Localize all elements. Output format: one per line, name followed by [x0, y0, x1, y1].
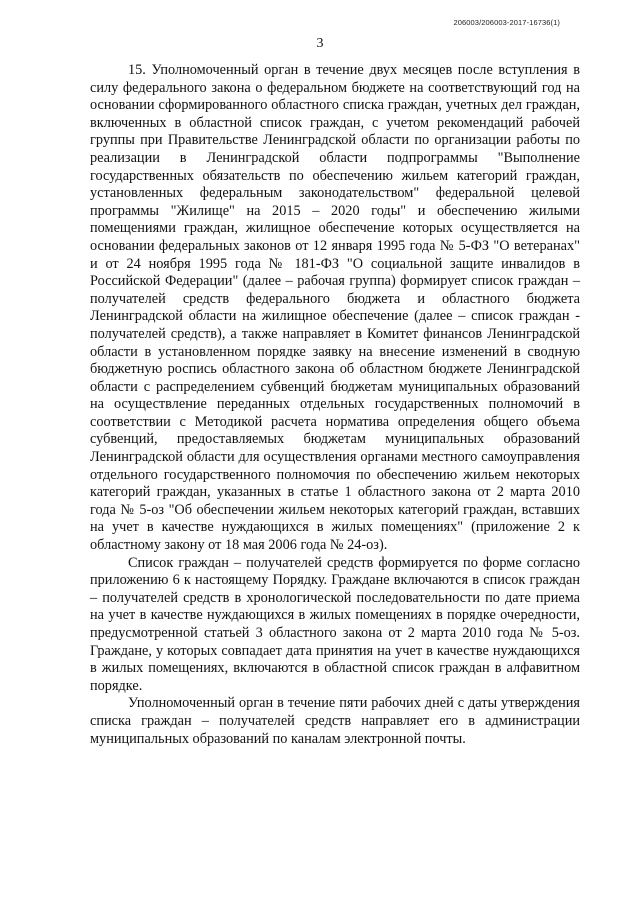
paragraph-15: 15. Уполномоченный орган в течение двух месяцев после вступления в силу федерального закона о федеральном бюджете на соответствующий год на основании сформированного областного списка граждан, учетных дел граждан, включенных в областной список граждан, с учетом рекомендаций рабочей группы при Правительстве Ленинградской области по организации работы по реализации в Ленинградской области подпрограммы "Выполнение государственных обязательств по обеспечению жильем категорий граждан, установленных федеральным законодательством" федеральной целевой программы "Жилище" на 2015 – 2020 годы" и обеспечению жилыми помещениями граждан, жилищное обеспечение которых осуществляется на основании федеральных законов от 12 января 1995 года № 5-ФЗ "О ветеранах" и от 24 ноября 1995 года № 181-ФЗ "О социальной защите инвалидов в Российской Федерации" (далее – рабочая группа) формирует список граждан – получателей средств федерального бюджета и областного бюджета Ленинградской области на жилищное обеспечение (далее – список граждан - получателей средств), а также направляет в Комитет финансов Ленинградской области в установленном порядке заявку на внесение изменений в сводную бюджетную роспись областного закона об областном бюджете Ленинградской области с распределением субвенций бюджетам муниципальных образований на осуществление переданных отдельных государственных полномочий в соответствии с Методикой расчета норматива определения общего объема субвенций, предоставляемых бюджетам муниципальных образований Ленинградской области для осуществления органами местного самоуправления отдельного государственного полномочия по обеспечению жильем некоторых категорий граждан, указанных в статье 1 областного закона от 2 марта 2010 года № 5-оз "Об обеспечении жильем некоторых категорий граждан, вставших на учет в качестве нуждающихся в жилых помещениях" (приложение 2 к областному закону от 18 мая 2006 года № 24-оз). — [90, 62, 580, 554]
document-body — [90, 62, 580, 748]
paragraph-list-formation: Список граждан – получателей средств формируется по форме согласно приложению 6 к настоящему Порядку. Граждане включаются в список граждан – получателей средств в хронологической последовательности по дате приема на учет в качестве нуждающихся в жилых помещениях в порядке очередности, предусмотренной статьей 3 областного закона от 2 марта 2010 года № 5-оз. Граждане, у которых совпадает дата принятия на учет в качестве нуждающихся в жилых помещениях, включаются в областной список граждан в алфавитном порядке. — [90, 554, 580, 694]
document-code: 206003/206003-2017-16736(1) — [453, 18, 560, 27]
paragraph-list-submission: Уполномоченный орган в течение пяти рабочих дней с даты утверждения списка граждан – получателей средств направляет его в администрации муниципальных образований по каналам электронной почты. — [90, 695, 580, 747]
page-number: 3 — [316, 36, 324, 51]
